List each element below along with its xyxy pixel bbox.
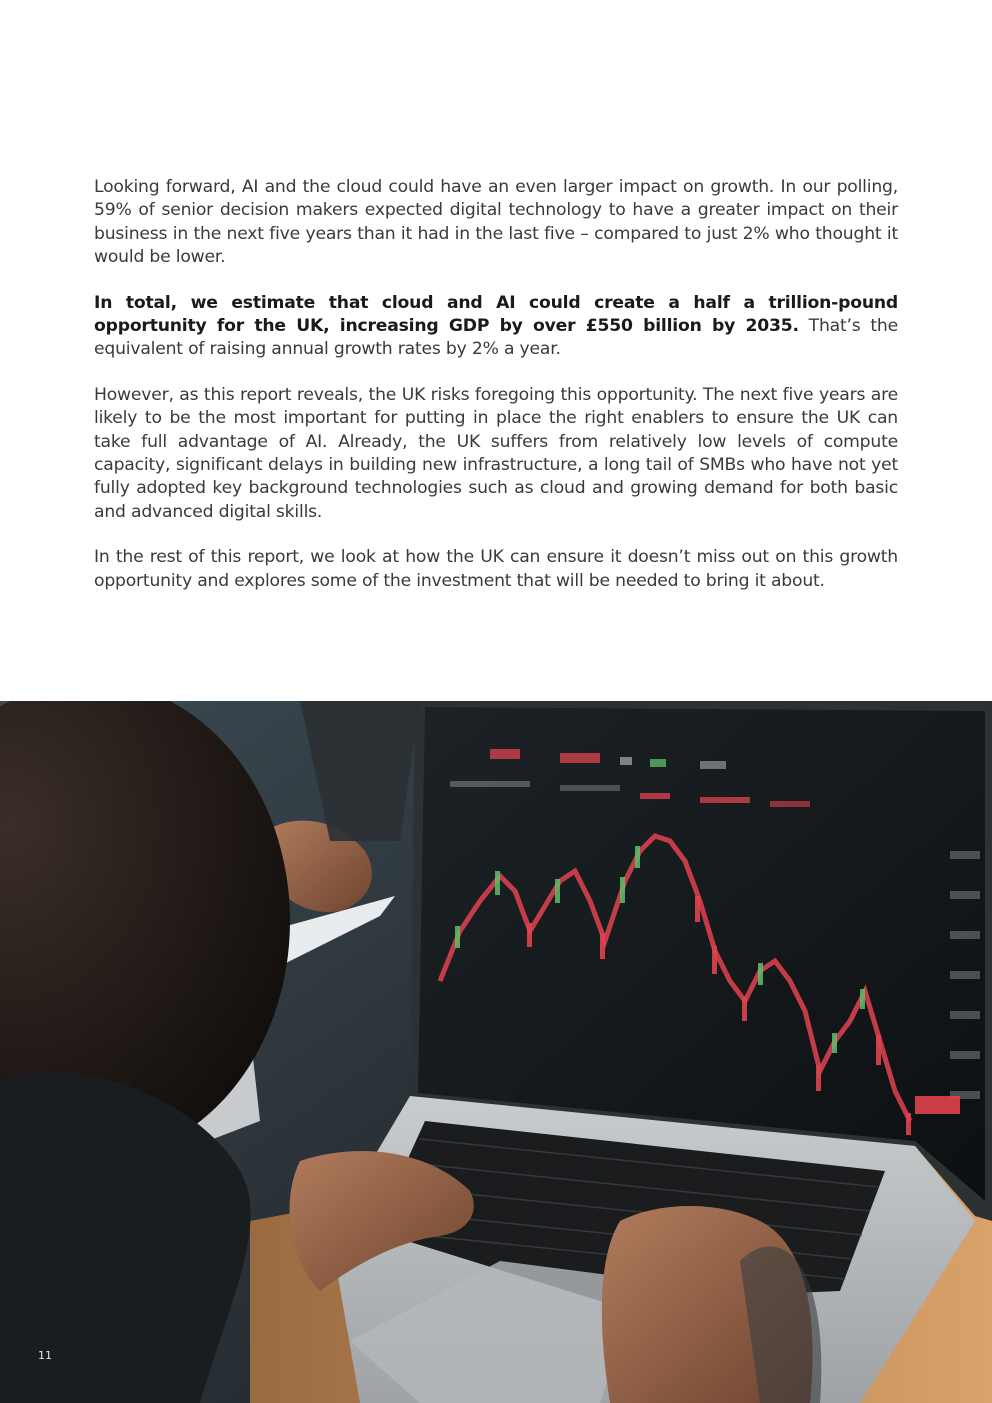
paragraph-bold-lead: In total, we estimate that cloud and AI could create a half a trillion-pound opportunity for the UK, increasing GDP by over £550 billion by 2035. [94, 292, 898, 337]
paragraph-growth-outlook [94, 176, 898, 270]
trader-laptop-photo [0, 701, 992, 1403]
photo-illustration [0, 701, 992, 1403]
paragraph-text: In the rest of this report, we look at how the UK can ensure it doesn’t miss out on this growth opportunity and explores some of the investment that will be needed to bring it about. [94, 547, 898, 591]
paragraph-gdp-estimate [94, 292, 898, 362]
paragraph-text: However, as this report reveals, the UK risks foregoing this opportunity. The next five years are likely to be the most important for putting in place the right enablers to ensure the UK can take full advantage of AI. Already, the UK suffers from relatively low levels of compute capacity, significant delays in building new infrastructure, a long tail of SMBs who have not yet fully adopted key background technologies such as cloud and growing demand for both basic and advanced digital skills. [94, 384, 898, 522]
paragraph-text: Looking forward, AI and the cloud could have an even larger impact on growth. In our polling, 59% of senior decision makers expected digital technology to have a greater impact on their business in the next five years than it had in the last five – compared to just 2% who thought it would be lower. [94, 177, 898, 268]
report-body [94, 176, 898, 615]
paragraph-report-outline [94, 546, 898, 593]
paragraph-text: That’s the equivalent of raising annual growth rates by 2% a year. [94, 316, 898, 360]
page-number: 11 [38, 1349, 52, 1362]
paragraph-risks [94, 384, 898, 524]
